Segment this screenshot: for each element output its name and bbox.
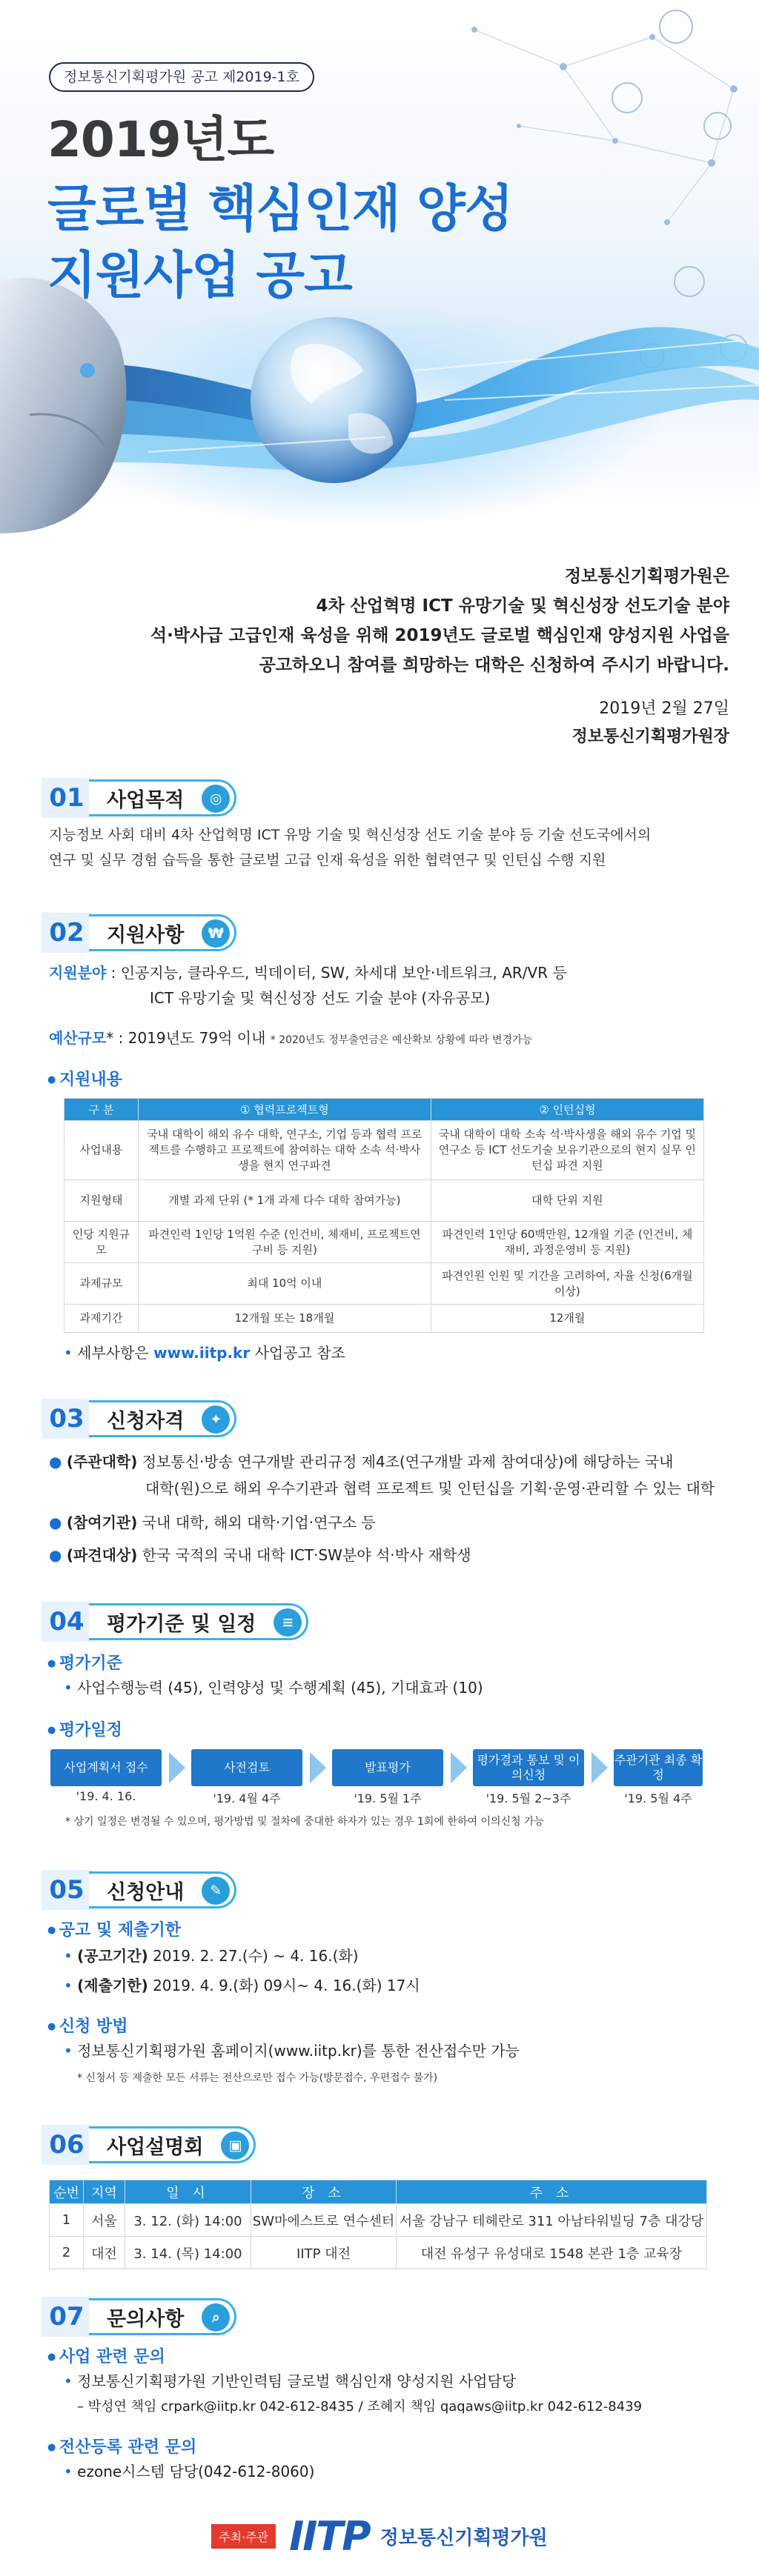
detail-line [64,1341,345,1365]
section-04-header [42,1602,308,1642]
cell: 12개월 또는 18개월 [139,1305,431,1333]
dispatch-text: 한국 국적의 국내 대학 ICT·SW분야 석·박사 재학생 [137,1546,471,1564]
schedule-label: ● 평가일정 [47,1717,122,1740]
iitp-logo: IITP [289,2513,370,2560]
table-header: 순번 [50,2180,84,2204]
cell: 서울 [84,2204,125,2237]
it-inquiry-text: • ezone시스템 담당(042-612-8060) [64,2460,314,2483]
cell: 파견인원 인원 및 기간을 고려하여, 자율 신청(6개월 이상) [431,1263,703,1305]
cell: IITP 대전 [251,2237,397,2269]
detail-prefix: 세부사항은 [77,1344,154,1362]
period-label: ● 공고 및 제출기한 [47,1917,181,1940]
submit-period [64,1974,420,1997]
iitp-link[interactable]: www.iitp.kr [153,1344,251,1362]
target-icon: ◎ [202,785,230,813]
hero-title-line1: 글로벌 핵심인재 양성 [47,180,513,239]
arrow-right-icon [169,1752,185,1783]
section-number: 06 [42,2125,92,2165]
field-label: 지원분야 [49,964,107,982]
document-icon: ≡ [274,1608,302,1637]
notice-number: 정보통신기획평가원 공고 제2019-1호 [49,62,314,92]
section-title-pill [89,1603,308,1640]
criteria-text: • 사업수행능력 (45), 인력양성 및 수행계획 (45), 기대효과 (10) [64,1676,483,1700]
method-text: • 정보통신기획평가원 홈페이지(www.iitp.kr)를 통한 전산접수만 가능 [64,2039,520,2063]
cell: 3. 14. (목) 14:00 [125,2237,251,2269]
submit-text: 2019. 4. 9.(화) 09시~ 4. 16.(화) 17시 [148,1977,420,1994]
biz-inquiry-label: ● 사업 관련 문의 [47,2344,165,2367]
cell: 2 [50,2237,84,2269]
section-number: 01 [42,778,92,818]
section-title: 지원사항 [107,923,185,947]
method-label: ● 신청 방법 [47,2014,128,2037]
support-field [49,960,567,985]
budget-text: * : 2019년도 79억 이내 [106,1029,266,1047]
field-text-cont: ICT 유망기술 및 혁신성장 선도 기술 분야 (자유공모) [150,989,491,1007]
coin-icon: ₩ [202,919,230,948]
cell: 최대 10억 이내 [139,1263,431,1305]
table-header: ② 인턴십형 [431,1099,703,1121]
hero-year: 2019년도 [47,111,274,168]
section-title: 신청자격 [107,1409,185,1433]
row-label: 지원형태 [64,1180,139,1222]
schedule-flow [50,1749,703,1823]
submit-label: (제출기한) [77,1977,148,1994]
eligibility-main: ● (주관대학) 정보통신·방송 연구개발 관리규정 제4조(연구개발 과제 참여대상)에 해당하는 국내 [49,1453,674,1471]
row-label: 과제기간 [64,1305,139,1333]
section-07-header [42,2297,236,2337]
intro-line3: 석·박사급 고급인재 육성을 위해 2019년도 글로벌 핵심인재 양성지원 사업을 [150,626,729,645]
pencil-icon: ✎ [202,1877,230,1905]
row-label: 인당 지원규모 [64,1222,139,1263]
cell: 대전 유성구 유성대로 1548 본관 1층 교육장 [397,2237,707,2269]
section-title: 신청안내 [107,1880,185,1904]
section-title-pill [89,2126,256,2163]
schedule-note: * 상기 일정은 변경될 수 있으며, 평가방법 및 절차에 중대한 하자가 있는 경우 1회에 한하여 이의신청 가능 [65,1816,545,1828]
table-row [64,1121,704,1180]
briefing-table [49,2180,707,2269]
section-title-pill [89,1871,236,1908]
support-table [64,1098,704,1333]
cell: 국내 대학이 대학 소속 석·박사생을 해외 유수 기업 및 연구소 등 ICT 선도기술 보유기관으로의 현지 실무 인턴십 파견 지원 [431,1121,703,1180]
section-title-pill [89,2298,236,2335]
intro-paragraph [33,562,729,680]
notice-text: 2019. 2. 27.(수) ~ 4. 16.(화) [148,1947,359,1965]
table-row [64,1222,704,1263]
section-title-pill [89,779,236,816]
table-row [64,1305,704,1333]
flow-date: '19. 5월 1주 [354,1791,422,1805]
main-text-cont: 대학(원)으로 해외 우수기관과 협력 프로젝트 및 인턴십을 기획·운영·관리할 수 있는 대학 [145,1480,715,1497]
partner-text: 국내 대학, 해외 대학·기업·연구소 등 [137,1514,376,1531]
section-05-header [42,1870,236,1910]
row-label: 과제규모 [64,1263,139,1305]
biz-contacts: – 박성연 책임 crpark@iitp.kr 042-612-8435 / 조혜지 책임 qaqaws@iitp.kr 042-612-8439 [77,2399,643,2414]
table-header: 구 분 [64,1099,139,1121]
cell: 3. 12. (화) 14:00 [125,2204,251,2237]
budget-label: 예산규모 [49,1029,107,1047]
it-inquiry-label: ● 전산등록 관련 문의 [47,2434,196,2457]
cell: 12개월 [431,1305,703,1333]
cell: 대학 단위 지원 [431,1180,703,1222]
flow-date: '19. 5월 4주 [624,1791,692,1805]
section-title: 사업설명회 [107,2135,204,2159]
section-06-header [42,2125,256,2165]
intro-signature [571,695,729,751]
purpose-line2: 연구 및 실무 경험 습득을 통한 글로벌 고급 인재 육성을 위한 협력연구 및 인턴십 수행 지원 [49,852,606,868]
signer: 정보통신기획평가원장 [571,728,729,746]
biz-inquiry-text: • 정보통신기획평가원 기반인력팀 글로벌 핵심인재 양성지원 사업담당 [64,2369,516,2393]
flow-step: 사전검토 [191,1749,302,1786]
section-number: 04 [42,1602,92,1642]
table-row [64,1180,704,1222]
cell: 1 [50,2204,84,2237]
table-header: 장 소 [251,2180,397,2204]
flow-step: 발표평가 [332,1749,443,1786]
search-icon: ⌕ [202,2303,230,2332]
flow-date: '19. 4. 16. [76,1789,136,1803]
cell: 대전 [84,2237,125,2269]
flow-step: 평가결과 통보 및 이의신청 [473,1749,584,1786]
eligibility-dispatch: ● (파견대상) 한국 국적의 국내 대학 ICT·SW분야 석·박사 재학생 [49,1546,471,1564]
field-text: : 인공지능, 클라우드, 빅데이터, SW, 차세대 보안·네트워크, AR/VR 등 [106,964,567,982]
budget-note: * 2020년도 정부출연금은 예산확보 상황에 따라 변경가능 [270,1034,533,1046]
flow-step: 사업계획서 접수 [50,1749,162,1786]
table-header: ① 협력프로젝트형 [139,1099,431,1121]
row-label: 사업내용 [64,1121,139,1180]
intro-line4: 공고하오니 참여를 희망하는 대학은 신청하여 주시기 바랍니다. [259,656,729,675]
org-name: 정보통신기획평가원 [380,2527,548,2549]
section-03-header [42,1399,236,1439]
graduate-icon: ✦ [202,1405,230,1434]
cell: SW마에스트로 연수센터 [251,2204,397,2237]
section-number: 07 [42,2297,92,2337]
section-number: 05 [42,1870,92,1910]
budget-line [49,1025,532,1053]
partner-label: (참여기관) [66,1514,138,1531]
table-header-row [64,1099,704,1121]
section-title-pill [89,914,236,951]
table-header: 일 시 [125,2180,251,2204]
intro-line2: 4차 산업혁명 ICT 유망기술 및 혁신성장 선도기술 분야 [316,596,729,616]
table-row [50,2204,707,2237]
eligibility-partner: ● (참여기관) 국내 대학, 해외 대학·기업·연구소 등 [49,1514,376,1531]
section-title: 문의사항 [107,2307,185,2331]
purpose-text [49,822,716,873]
content-label: ● 지원내용 [47,1067,122,1090]
section-title: 사업목적 [107,788,185,812]
criteria-label: ● 평가기준 [47,1651,122,1674]
flow-date: '19. 5월 2~3주 [485,1791,571,1805]
notice-period [64,1944,359,1968]
section-number: 03 [42,1399,92,1439]
intro-line1: 정보통신기획평가원은 [564,567,729,586]
table-row [64,1263,704,1305]
arrow-right-icon [451,1752,467,1783]
hero-title-line2: 지원사업 공고 [47,247,352,305]
arrow-right-icon [591,1752,608,1783]
flow-date: '19. 4월 4주 [213,1791,281,1805]
section-title-pill [89,1400,236,1437]
section-number: 02 [42,913,92,953]
cell: 서울 강남구 테헤란로 311 아남타워빌딩 7층 대강당 [397,2204,707,2237]
notice-label: (공고기간) [77,1947,148,1965]
table-header: 지역 [84,2180,125,2204]
cell: 파견인력 1인당 1억원 수준 (인건비, 체재비, 프로젝트연구비 등 지원) [139,1222,431,1263]
arrow-right-icon [310,1752,326,1783]
section-02-header [42,913,236,953]
cell: 국내 대학이 해외 유수 대학, 연구소, 기업 등과 협력 프로젝트를 수행하고 프로젝트에 참여하는 대학 소속 석·박사생을 현지 연구파견 [139,1121,431,1180]
detail-suffix: 사업공고 참조 [250,1344,345,1362]
hero-banner [0,0,759,533]
presentation-icon: ▣ [221,2131,249,2160]
flow-step: 주관기관 최종 확정 [614,1749,703,1786]
section-01-header [42,778,236,818]
main-text: 정보통신·방송 연구개발 관리규정 제4조(연구개발 과제 참여대상)에 해당하는 국내 [137,1453,674,1471]
table-header-row [50,2180,707,2204]
purpose-line1: 지능정보 사회 대비 4차 산업혁명 ICT 유망 기술 및 혁신성장 선도 기술 분야 등 기술 선도국에서의 [49,827,652,843]
dispatch-label: (파견대상) [66,1546,138,1564]
cell: 파견인력 1인당 60백만원, 12개월 기준 (인건비, 체재비, 과정운영비 등 지원) [431,1222,703,1263]
main-label: (주관대학) [66,1453,138,1471]
host-badge: 주최·주관 [211,2524,276,2549]
cell: 개별 과제 단위 (* 1개 과제 다수 대학 참여가능) [139,1180,431,1222]
section-title: 평가기준 및 일정 [107,1612,256,1636]
table-row [50,2237,707,2269]
method-note: * 신청서 등 제출한 모든 서류는 전산으로만 접수 가능(방문접수, 우편접수 불가) [77,2072,438,2084]
footer [0,2497,759,2576]
issue-date: 2019년 2월 27일 [599,699,729,718]
table-header: 주 소 [397,2180,707,2204]
